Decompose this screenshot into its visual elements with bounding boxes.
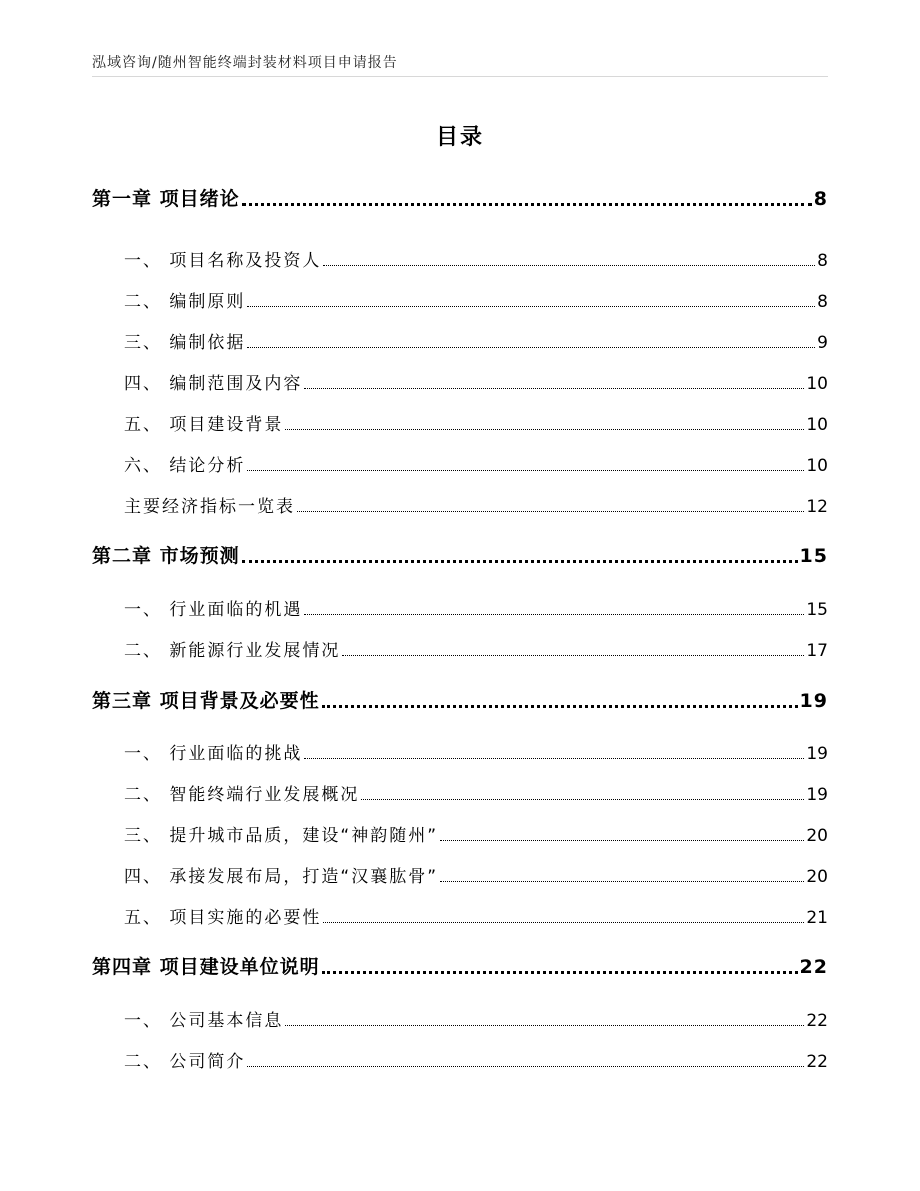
- toc-entry-label: 四、 编制范围及内容: [124, 374, 303, 394]
- toc-entry-label: 第三章 项目背景及必要性: [92, 690, 320, 712]
- toc-page-number: 19: [806, 744, 828, 764]
- dot-leader: [247, 306, 815, 307]
- toc-entry-label: 六、 结论分析: [124, 456, 246, 476]
- toc-page-number: 19: [799, 690, 828, 712]
- toc-chapter-1[interactable]: [92, 184, 828, 211]
- toc-section[interactable]: [92, 595, 828, 620]
- toc-page-number: 22: [806, 1052, 828, 1072]
- dot-leader: [242, 560, 798, 563]
- toc-chapter-2[interactable]: [92, 541, 828, 568]
- toc-section[interactable]: [92, 903, 828, 928]
- toc-entry-label: 主要经济指标一览表: [124, 497, 295, 517]
- toc-section[interactable]: [92, 287, 828, 312]
- toc-entry-label: 二、 新能源行业发展情况: [124, 641, 341, 661]
- toc-section[interactable]: [92, 821, 828, 846]
- toc-page-number: 8: [817, 292, 828, 312]
- toc-page-number: 19: [806, 785, 828, 805]
- toc-page-number: 20: [806, 867, 828, 887]
- toc-page-number: 17: [806, 641, 828, 661]
- dot-leader: [304, 758, 804, 759]
- toc-entry-label: 一、 公司基本信息: [124, 1011, 284, 1031]
- dot-leader: [304, 388, 804, 389]
- toc-page-number: 15: [799, 545, 828, 567]
- header-divider: [92, 76, 828, 77]
- dot-leader: [322, 971, 798, 974]
- toc-entry-label: 三、 编制依据: [124, 333, 246, 353]
- toc-page-number: 12: [806, 497, 828, 517]
- toc-page-number: 22: [806, 1011, 828, 1031]
- toc-entry-label: 五、 项目实施的必要性: [124, 908, 322, 928]
- toc-section[interactable]: [92, 492, 828, 517]
- toc-page-number: 10: [806, 374, 828, 394]
- dot-leader: [342, 655, 804, 656]
- dot-leader: [440, 881, 804, 882]
- dot-leader: [322, 705, 798, 708]
- toc-section[interactable]: [92, 780, 828, 805]
- toc-page-number: 9: [817, 333, 828, 353]
- toc-page-number: 10: [806, 415, 828, 435]
- toc-page-number: 20: [806, 826, 828, 846]
- toc-section[interactable]: [92, 1006, 828, 1031]
- toc-page-number: 8: [817, 251, 828, 271]
- dot-leader: [323, 922, 804, 923]
- dot-leader: [247, 1066, 804, 1067]
- toc-section[interactable]: [92, 1047, 828, 1072]
- toc-entry-label: 三、 提升城市品质，建设“神韵随州”: [124, 826, 439, 846]
- dot-leader: [285, 1025, 804, 1026]
- document-header: 泓域咨询/随州智能终端封装材料项目申请报告: [92, 55, 398, 71]
- toc-entry-label: 一、 行业面临的挑战: [124, 744, 303, 764]
- toc-section[interactable]: [92, 246, 828, 271]
- dot-leader: [323, 265, 815, 266]
- toc-section[interactable]: [92, 862, 828, 887]
- toc-page-number: 21: [806, 908, 828, 928]
- toc-section[interactable]: [92, 410, 828, 435]
- dot-leader: [297, 511, 804, 512]
- toc-entry-label: 二、 公司简介: [124, 1052, 246, 1072]
- toc-section[interactable]: [92, 739, 828, 764]
- toc-section[interactable]: [92, 328, 828, 353]
- dot-leader: [304, 614, 804, 615]
- toc-entry-label: 第二章 市场预测: [92, 545, 240, 567]
- dot-leader: [242, 203, 812, 206]
- dot-leader: [247, 470, 804, 471]
- toc-section[interactable]: [92, 451, 828, 476]
- toc-page-number: 10: [806, 456, 828, 476]
- dot-leader: [440, 840, 804, 841]
- toc-entry-label: 五、 项目建设背景: [124, 415, 284, 435]
- toc-entry-label: 一、 项目名称及投资人: [124, 251, 322, 271]
- toc-entry-label: 第一章 项目绪论: [92, 188, 240, 210]
- toc-section[interactable]: [92, 636, 828, 661]
- dot-leader: [247, 347, 815, 348]
- toc-chapter-4[interactable]: [92, 952, 828, 979]
- toc-chapter-3[interactable]: [92, 686, 828, 713]
- toc-entry-label: 一、 行业面临的机遇: [124, 600, 303, 620]
- toc-page-number: 15: [806, 600, 828, 620]
- toc-section[interactable]: [92, 369, 828, 394]
- dot-leader: [361, 799, 804, 800]
- toc-entry-label: 四、 承接发展布局，打造“汉襄肱骨”: [124, 867, 439, 887]
- toc-entry-label: 二、 智能终端行业发展概况: [124, 785, 360, 805]
- toc-entry-label: 二、 编制原则: [124, 292, 246, 312]
- toc-title: 目录: [435, 125, 484, 150]
- toc-page-number: 22: [799, 956, 828, 978]
- toc-page-number: 8: [813, 188, 828, 210]
- toc-entry-label: 第四章 项目建设单位说明: [92, 956, 320, 978]
- dot-leader: [285, 429, 804, 430]
